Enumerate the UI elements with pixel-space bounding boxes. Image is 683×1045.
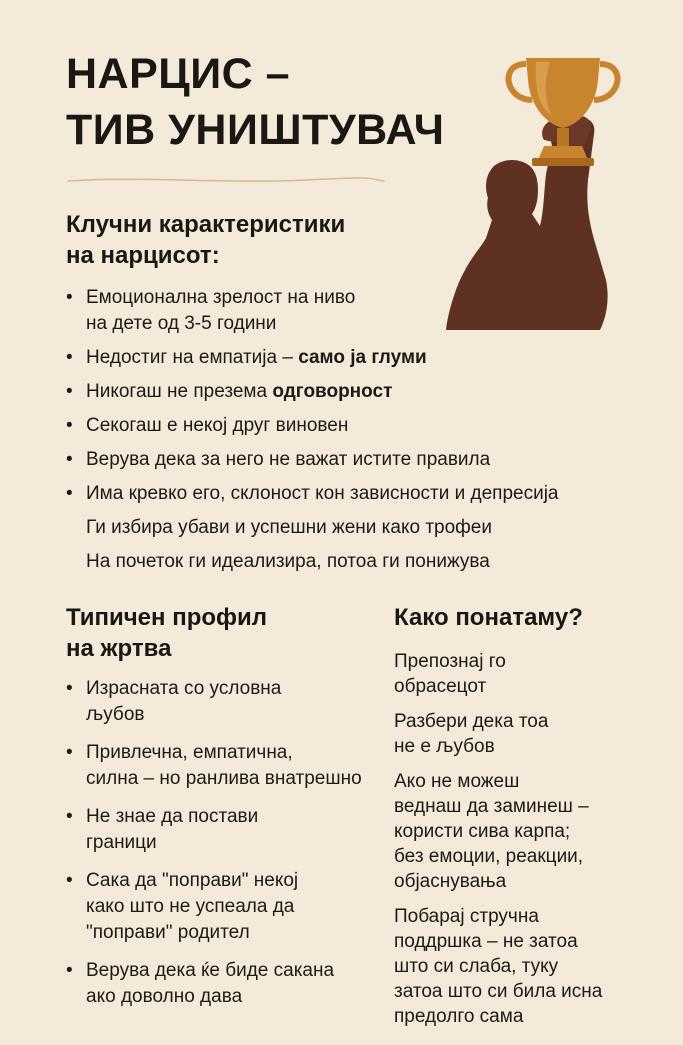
decorative-divider [66,172,386,190]
victim-profile-section [66,602,386,1022]
list-item [66,379,666,405]
list-item-text: затоа што си била исна [394,981,603,1002]
list-item-text: објаснувања [394,871,507,892]
list-item [66,515,666,541]
list-item-text: користи сива карпа; [394,821,571,842]
list-item-text: Верува дека за него не важат истите правила [86,449,491,470]
characteristics-heading-line-2: на нарцисот: [66,242,220,269]
list-item-text: поддршка – не затоа [394,931,578,952]
title-line-2: ТИВ УНИШТУВАЧ [66,106,445,154]
characteristics-list [66,285,666,575]
list-item-text: без емоции, реакции, [394,846,584,867]
list-item [66,740,386,792]
list-item [66,345,666,371]
list-item [66,447,666,473]
list-item [394,709,674,759]
list-item-text: • Израсната со условна [86,678,282,699]
title-line-1: НАРЦИС – [66,50,291,98]
victim-heading-line-1: Типичен профил [66,604,268,631]
list-item-text: силна – но ранлива внатрешно [86,768,362,789]
victim-heading-line-2: на жртва [66,635,172,662]
list-item [66,958,386,1010]
how-forward-heading-text: Како понатаму? [394,604,583,631]
characteristics-section [66,209,666,575]
list-item-text: На почеток ги идеализира, потоа ги понижува [86,551,490,572]
list-item-emphasis: одговорност [272,381,393,402]
list-item [66,549,666,575]
list-item-text: Побарај стручна [394,906,539,927]
how-forward-section [394,602,674,1045]
list-item-emphasis: само ја глуми [298,347,427,368]
list-item-text: • Сака да "поправи" некој [86,870,299,891]
list-item-text: Недостиг на емпатија – [86,347,299,368]
list-item-text: Ако не можеш [394,771,520,792]
list-item-text: Секогаш е некој друг виновен [86,415,349,436]
list-item [66,481,666,507]
list-item-text: Ги избира убави и успешни жени како трофеи [86,517,492,538]
list-item-text: љубов [86,704,145,725]
list-item-text: • Емоционална зрелост на ниво [86,287,356,308]
list-item-text: • Привлечна, емпатична, [86,742,293,763]
list-item-text: ако доволно дава [86,986,243,1007]
list-item-text: Никогаш не презема [86,381,273,402]
characteristics-heading-line-1: Клучни карактеристики [66,211,346,238]
list-item [66,285,666,337]
list-item [394,769,674,894]
how-forward-heading [394,602,674,633]
victim-profile-list [66,676,386,1010]
list-item-text: Препознај го [394,651,506,672]
trophy-icon [509,58,618,166]
how-forward-list [394,649,674,1029]
list-item-text: предолго сама [394,1006,524,1027]
victim-profile-heading [66,602,386,664]
list-item [66,413,666,439]
list-item-text: Има кревко его, склоност кон зависности и депресија [86,483,559,504]
list-item-text: веднаш да заминеш – [394,796,589,817]
page-title [66,46,445,158]
list-item-text: Разбери дека тоа [394,711,549,732]
list-item-text: на дете од 3-5 години [86,313,277,334]
list-item [394,904,674,1029]
list-item-text: како што не успеала да [86,896,295,917]
list-item [66,676,386,728]
list-item-text: граници [86,832,157,853]
list-item [66,868,386,946]
list-item-text: не е љубов [394,736,495,757]
characteristics-heading [66,209,666,271]
list-item-text: што си слаба, туку [394,956,559,977]
list-item [66,804,386,856]
list-item-text: • Не знае да постави [86,806,259,827]
list-item-text: обрасецот [394,676,487,697]
list-item-text: "поправи" родител [86,922,250,943]
list-item [394,649,674,699]
list-item-text: • Верува дека ќе биде сакана [86,960,335,981]
